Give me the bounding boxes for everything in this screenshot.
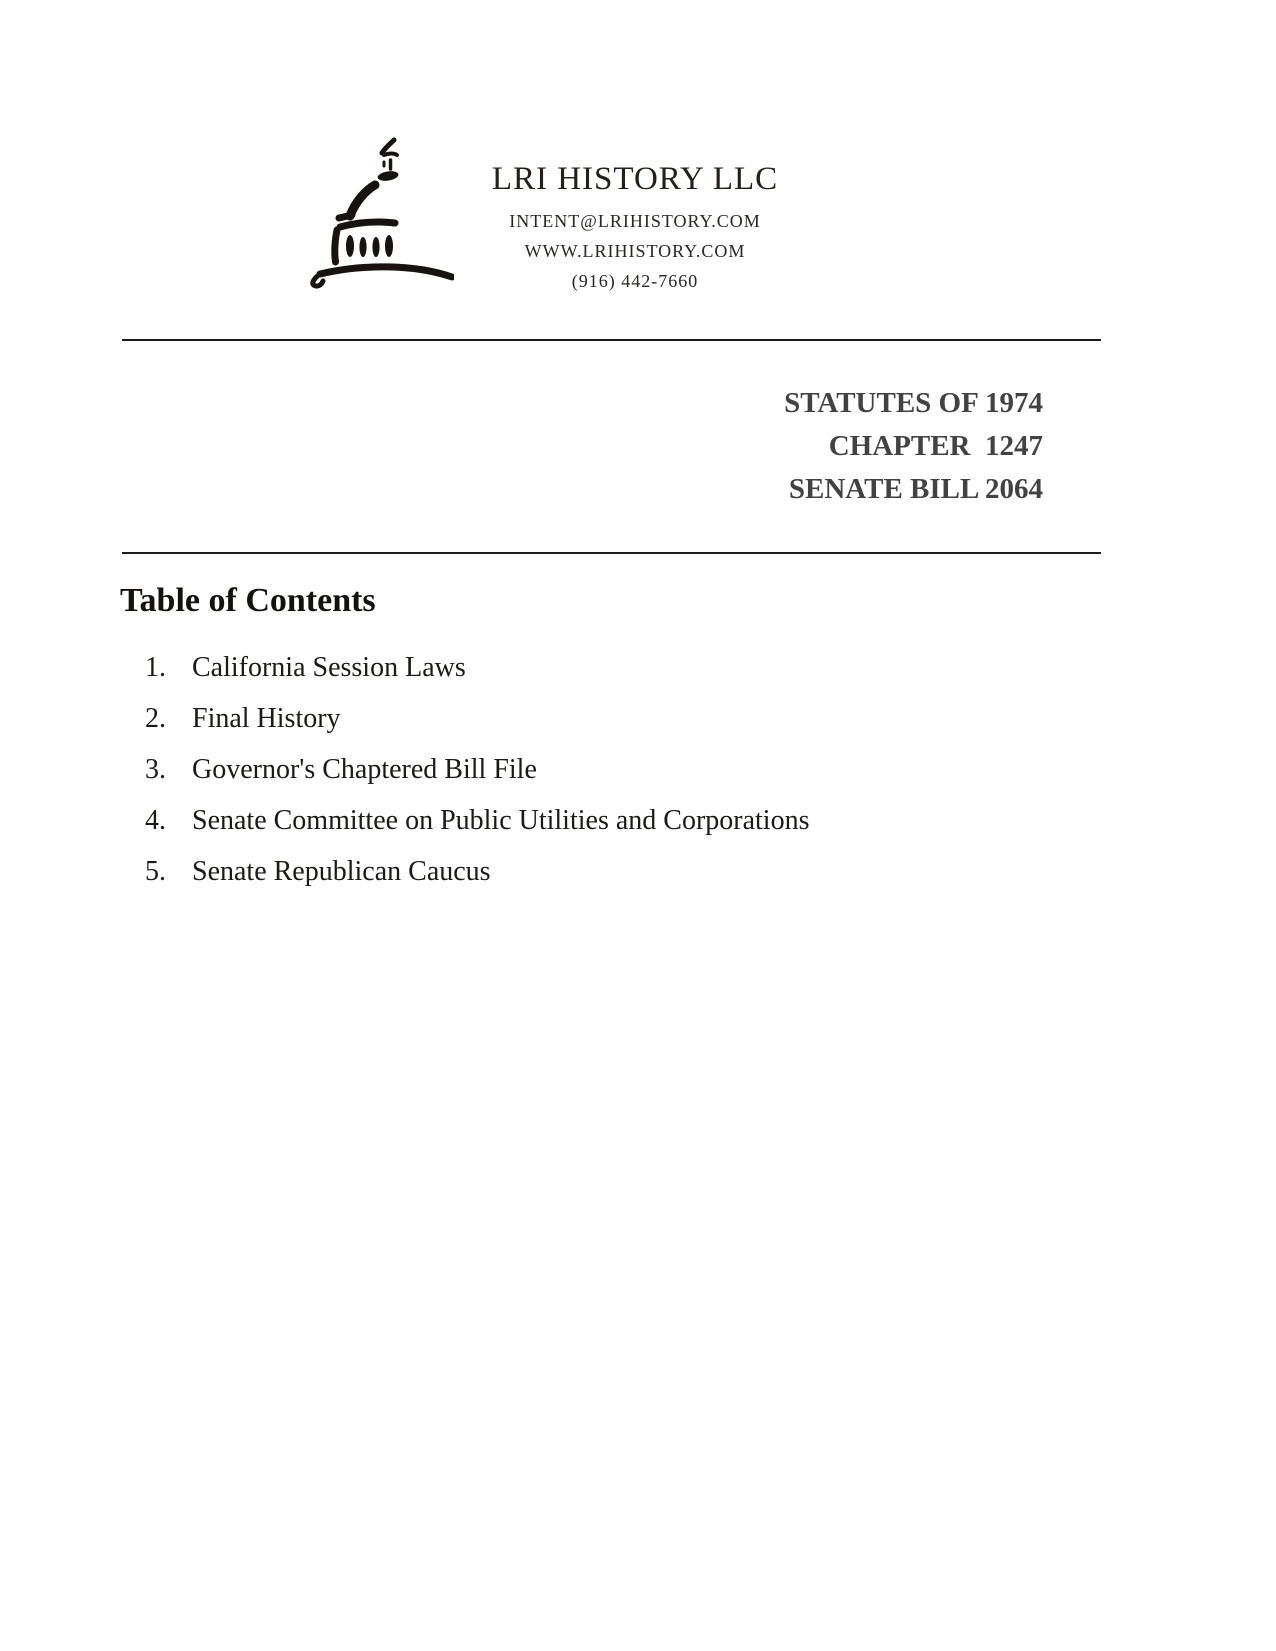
toc-item-label: California Session Laws <box>192 652 466 683</box>
company-website: WWW.LRIHISTORY.COM <box>524 241 746 261</box>
toc-item-label: Final History <box>192 703 341 734</box>
toc-list <box>145 651 809 906</box>
toc-item-number: 4. <box>145 805 166 836</box>
senate-bill-line: SENATE BILL 2064 <box>788 473 1043 505</box>
toc-item-number: 2. <box>145 703 166 734</box>
toc-item-number: 5. <box>145 856 166 887</box>
company-contacts <box>335 206 935 296</box>
toc-item-number: 1. <box>145 652 166 683</box>
toc-item <box>145 855 809 889</box>
toc-item <box>145 753 809 787</box>
toc-item <box>145 702 809 736</box>
divider-top <box>122 339 1101 341</box>
toc-item-label: Senate Committee on Public Utilities and Corporations <box>192 805 810 836</box>
statute-reference-block <box>784 382 1043 511</box>
toc-item <box>145 651 809 685</box>
divider-bottom <box>122 552 1101 554</box>
toc-item-label: Senate Republican Caucus <box>192 856 491 887</box>
toc-heading: Table of Contents <box>120 582 376 619</box>
toc-item <box>145 804 809 838</box>
company-email: INTENT@LRIHISTORY.COM <box>509 211 761 231</box>
company-phone: (916) 442-7660 <box>571 271 699 291</box>
toc-item-number: 3. <box>145 754 166 785</box>
statutes-line: STATUTES OF 1974 <box>784 387 1043 419</box>
chapter-line: CHAPTER 1247 <box>828 430 1043 462</box>
company-name: LRI HISTORY LLC <box>491 161 779 197</box>
toc-item-label: Governor's Chaptered Bill File <box>192 754 537 785</box>
